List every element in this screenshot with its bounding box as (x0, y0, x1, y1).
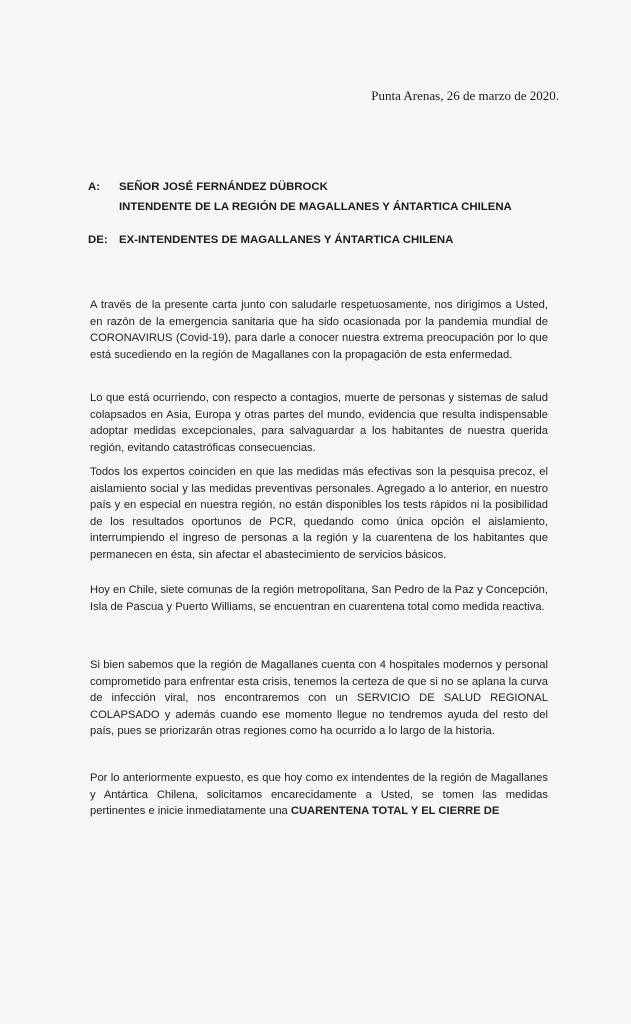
recipient-label: A: (88, 181, 101, 193)
paragraph-5: Si bien sabemos que la región de Magallanes cuenta con 4 hospitales modernos y personal comprometido para enfrentar esta crisis, tenemos la certeza de que si no se aplana la curva de infección viral, nos encontraremos con un SERVICIO DE SALUD REGIONAL COLAPSADO y además cuando ese momento llegue no tendremos ayuda del resto del país, pues se priorizarán otras regiones como ha ocurrido a lo largo de la historia. (90, 659, 548, 738)
recipient-title: INTENDENTE DE LA REGIÓN DE MAGALLANES Y ÁNTARTICA CHILENA (119, 201, 512, 213)
sender-block (88, 230, 453, 250)
paragraph-6-text: Por lo anteriormente expuesto, es que hoy como ex intendentes de la región de Magallanes y Antártica Chilena, solicitamos encarecidamente a Usted, se tomen las medidas pertinentes e inicie inmediatamente una (90, 772, 548, 818)
paragraph-3: Todos los expertos coinciden en que las medidas más efectivas son la pesquisa precoz, el aislamiento social y las medidas preventivas personales. Agregado a lo anterior, en nuestro país y en especial en nuestra región, no están disponibles los tests rápidos ni la posibilidad de los resultados oportunos de PCR, quedando como única opción el aislamiento, interrumpiendo el ingreso de personas a la región y la cuarentena de los habitantes que permanecen en ésta, sin afectar el abastecimiento de servicios básicos. (90, 466, 548, 561)
paragraph-6 (90, 770, 548, 820)
paragraph-2: Lo que está ocurriendo, con respecto a contagios, muerte de personas y sistemas de salud colapsados en Asia, Europa y otras partes del mundo, evidencia que resulta indispensable adoptar medidas excepcionales, para salvaguardar a los habitantes de nuestra querida región, evitando catastróficas consecuencias. (90, 392, 548, 454)
letter-date: Punta Arenas, 26 de marzo de 2020. (371, 88, 559, 103)
paragraph-6-bold: CUARENTENA TOTAL Y EL CIERRE DE (290, 805, 500, 818)
paragraph-1: A través de la presente carta junto con saludarle respetuosamente, nos dirigimos a Usted, en razón de la emergencia sanitaria que ha sido ocasionada por la pandemia mundial de CORONAVIRUS (Covid-19), para darle a conocer nuestra extrema preocupación por lo que está sucediendo en la región de Magallanes con la propagación de esta enfermedad. (90, 299, 548, 361)
recipient-block (88, 177, 512, 217)
sender-label: DE: (88, 234, 108, 246)
sender-name: EX-INTENDENTES DE MAGALLANES Y ÁNTARTICA CHILENA (119, 234, 454, 246)
recipient-name: SEÑOR JOSÉ FERNÁNDEZ DÜBROCK (119, 181, 328, 193)
paragraph-4: Hoy en Chile, siete comunas de la región metropolitana, San Pedro de la Paz y Concepción, Isla de Pascua y Puerto Williams, se encuentran en cuarentena total como medida reactiva. (90, 584, 548, 613)
